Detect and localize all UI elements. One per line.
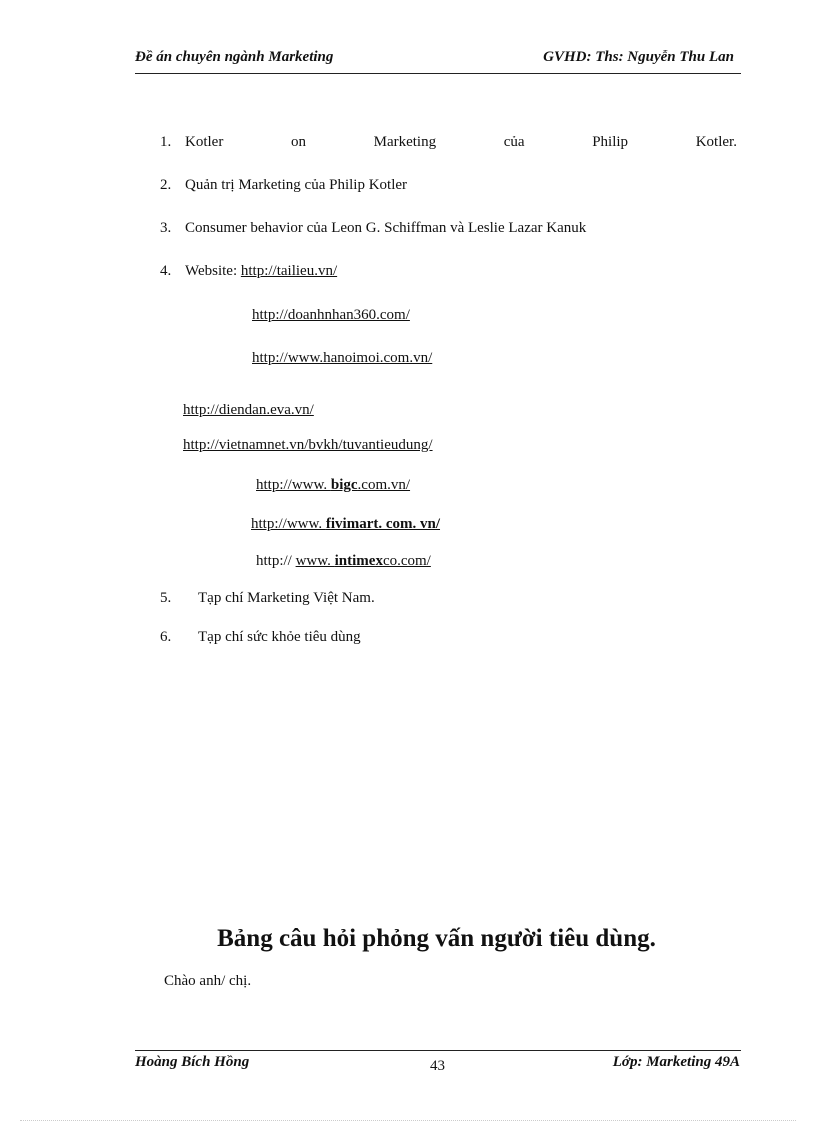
ref-1-text [185,134,737,151]
link-intimex-suffix: co.com/ [382,553,431,569]
survey-title: Bảng câu hỏi phỏng vấn người tiêu dùng. [217,925,656,952]
ref-1-word: Philip [592,134,629,150]
ref-3-number: 3. [160,220,172,236]
ref-1-word: của [503,134,525,150]
page-number: 43 [430,1058,445,1074]
link-intimex[interactable] [296,553,431,569]
ref-1-number: 1. [160,134,172,150]
footer-class: Lớp: Marketing 49A [612,1054,740,1070]
header-right: GVHD: Ths: Nguyễn Thu Lan [543,49,734,65]
ref-6-text: Tạp chí sức khỏe tiêu dùng [198,629,361,645]
ref-5-number: 5. [160,590,172,606]
ref-4-line [185,263,337,280]
link-eva[interactable]: http://diendan.eva.vn/ [183,402,314,418]
link-intimex-line [256,553,431,570]
greeting: Chào anh/ chị. [164,973,252,989]
ref-3-text: Consumer behavior của Leon G. Schiffman và Leslie Lazar Kanuk [185,220,587,236]
link-bigc-suffix: .com.vn/ [357,477,411,493]
link-intimex-scheme: http:// [256,553,296,569]
ref-1-word: Kotler [185,134,224,150]
link-intimex-www: www. [295,553,335,569]
ref-5-text: Tạp chí Marketing Việt Nam. [198,590,375,606]
footer-rule [135,1050,741,1051]
website-label: Website: [185,263,241,279]
link-bigc-brand: bigc [330,477,358,493]
ref-4-number: 4. [160,263,172,279]
link-tailieu[interactable]: http://tailieu.vn/ [240,263,338,279]
link-fivimart-prefix: http://www. [251,516,326,532]
footer-author: Hoàng Bích Hồng [135,1054,250,1070]
ref-1-word: Kotler. [695,134,737,150]
link-doanhnhan360[interactable]: http://doanhnhan360.com/ [252,307,410,323]
ref-1-word: Marketing [373,134,437,150]
link-intimex-brand: intimex [334,553,383,569]
ref-2-number: 2. [160,177,172,193]
ref-1-word: on [290,134,306,150]
ref-6-number: 6. [160,629,172,645]
link-fivimart-brand: fivimart. com. vn/ [325,516,441,532]
link-bigc[interactable] [256,477,410,494]
page-edge-dotted-line [20,1120,796,1121]
link-hanoimoi[interactable]: http://www.hanoimoi.com.vn/ [252,350,433,366]
link-bigc-prefix: http://www. [256,477,331,493]
link-vietnamnet[interactable]: http://vietnamnet.vn/bvkh/tuvantieudung/ [183,437,433,453]
header-left: Đề án chuyên ngành Marketing [135,49,334,65]
link-fivimart[interactable] [251,516,440,533]
header-rule [135,73,741,74]
ref-2-text: Quản trị Marketing của Philip Kotler [185,177,408,193]
